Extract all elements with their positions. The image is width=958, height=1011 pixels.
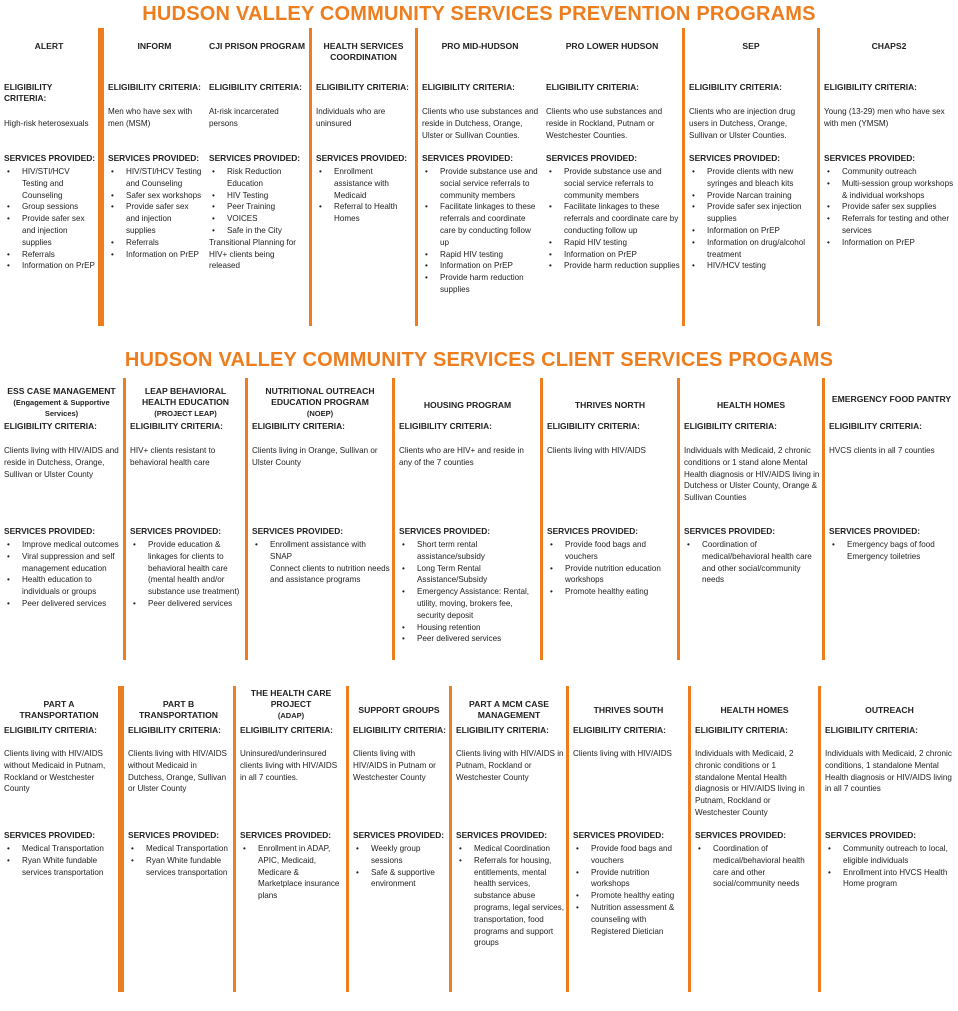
service-item: • Facilitate linkages to these referrals and coordinate care by conducting follow up bbox=[422, 201, 540, 248]
eligibility-text: Clients who are HIV+ and reside in any of the 7 counties bbox=[399, 446, 524, 467]
service-item: • Provide food bags and vouchers bbox=[573, 843, 686, 867]
program-column-inform bbox=[101, 28, 205, 326]
eligibility-text: Clients living with HIV/AIDS without Medicaid in Dutchess, Orange, Sullivan or Ulster County bbox=[128, 749, 227, 794]
service-item: • Provide clients with new syringes and bleach kits bbox=[689, 166, 815, 190]
eligibility-label: ELIGIBILITY CRITERIA: bbox=[456, 725, 549, 735]
program-column-the-health-care-project bbox=[233, 686, 346, 992]
services-list bbox=[4, 166, 96, 272]
service-item: • Improve medical outcomes bbox=[4, 539, 121, 551]
services-label: SERVICES PROVIDED: bbox=[252, 526, 344, 536]
services-list bbox=[316, 166, 413, 225]
eligibility-text: Uninsured/underinsured clients living with HIV/AIDS in all 7 counties. bbox=[240, 749, 338, 782]
service-item: • Referrals bbox=[108, 237, 203, 249]
service-item: • Emergency Assistance: Rental, utility, moving, brokers fee, security deposit bbox=[399, 586, 538, 621]
service-item: • Information on PrEP bbox=[422, 260, 540, 272]
eligibility-label: ELIGIBILITY CRITERIA: bbox=[824, 82, 917, 92]
service-item: • Nutrition assessment & counseling with Registered Dietician bbox=[573, 902, 686, 937]
services-label: SERVICES PROVIDED: bbox=[546, 153, 638, 163]
program-name bbox=[680, 400, 822, 411]
program-name bbox=[820, 41, 958, 52]
service-item: • Enrollment into HVCS Health Home program bbox=[825, 867, 956, 891]
eligibility-label: ELIGIBILITY CRITERIA: bbox=[4, 421, 97, 431]
program-name bbox=[685, 41, 817, 52]
services-label: SERVICES PROVIDED: bbox=[695, 830, 787, 840]
eligibility-label-line: CRITERIA: bbox=[4, 93, 47, 103]
service-item: • Enrollment assistance with SNAP bbox=[252, 539, 390, 563]
services-label: SERVICES PROVIDED: bbox=[4, 153, 96, 163]
services-label: SERVICES PROVIDED: bbox=[824, 153, 916, 163]
program-name bbox=[569, 705, 688, 716]
services-label: SERVICES PROVIDED: bbox=[573, 830, 665, 840]
service-item: • Information on PrEP bbox=[4, 260, 96, 272]
service-item: • Safe in the City bbox=[209, 225, 307, 237]
program-name-text: LEAP BEHAVIORAL HEALTH EDUCATION bbox=[141, 386, 230, 407]
eligibility-label: ELIGIBILITY CRITERIA: bbox=[130, 421, 223, 431]
eligibility-text: Clients living with HIV/AIDS bbox=[573, 749, 672, 758]
service-item: • Promote healthy eating bbox=[573, 890, 686, 902]
program-name-text: ESS CASE MANAGEMENT bbox=[7, 386, 116, 396]
eligibility-label-line: ELIGIBILITY bbox=[4, 82, 53, 92]
service-item: • Safe & supportive environment bbox=[353, 867, 447, 891]
program-name bbox=[0, 41, 98, 52]
program-name-text: PART B TRANSPORTATION bbox=[139, 699, 218, 720]
services-list bbox=[252, 539, 390, 586]
service-item: • Viral suppression and self management education bbox=[4, 551, 121, 575]
services-list bbox=[825, 843, 956, 890]
services-label: SERVICES PROVIDED: bbox=[829, 526, 921, 536]
eligibility-label: ELIGIBILITY CRITERIA: bbox=[316, 82, 409, 92]
program-name-text: PART A TRANSPORTATION bbox=[19, 699, 99, 720]
program-name bbox=[395, 400, 540, 411]
services-label: SERVICES PROVIDED: bbox=[422, 153, 514, 163]
eligibility-text: High-risk heterosexuals bbox=[4, 119, 89, 128]
program-name bbox=[418, 41, 542, 52]
services-list bbox=[684, 539, 820, 586]
service-item: • Information on PrEP bbox=[824, 237, 956, 249]
service-item: • Promote healthy eating bbox=[547, 586, 675, 598]
service-item: • Information on drug/alcohol treatment bbox=[689, 237, 815, 261]
eligibility-label: ELIGIBILITY CRITERIA: bbox=[108, 82, 201, 92]
services-label: SERVICES PROVIDED: bbox=[130, 526, 222, 536]
program-column-nutritional-outreach-education-program bbox=[245, 378, 392, 660]
service-item: • Provide education & linkages for clients to behavioral health care (mental health and/or substance use treatment) bbox=[130, 539, 243, 598]
program-column-part-b-transportation bbox=[121, 686, 233, 992]
program-subtitle: (ADAP) bbox=[277, 711, 305, 720]
service-item: • HIV Testing bbox=[209, 190, 307, 202]
program-name-text: PRO MID-HUDSON bbox=[441, 41, 519, 51]
eligibility-label: ELIGIBILITY CRITERIA: bbox=[252, 421, 345, 431]
services-label: SERVICES PROVIDED: bbox=[825, 830, 917, 840]
eligibility-label bbox=[4, 82, 96, 104]
program-name bbox=[104, 41, 205, 52]
service-item: • Emergency bags of food bbox=[829, 539, 956, 551]
services-list bbox=[399, 539, 538, 645]
program-name-text: THRIVES SOUTH bbox=[593, 705, 664, 715]
eligibility-label: ELIGIBILITY CRITERIA: bbox=[825, 725, 918, 735]
program-name-text: THE HEALTH CARE PROJECT bbox=[250, 688, 332, 709]
eligibility-text: Clients who use substances and reside in Dutchess, Orange, Ulster or Sullivan Counties. bbox=[422, 107, 539, 140]
services-list bbox=[547, 539, 675, 598]
service-item: • Referrals for housing, entitlements, mental health services, substance abuse programs, legal services, transportation, food programs and support groups bbox=[456, 855, 564, 949]
service-item: • Housing retention bbox=[399, 622, 538, 634]
program-name bbox=[821, 705, 958, 716]
prevention-title: HUDSON VALLEY COMMUNITY SERVICES PREVENTION PROGRAMS bbox=[142, 3, 816, 25]
service-item: • HIV/STI/HCV Testing and Counseling bbox=[4, 166, 96, 201]
service-item: • Facilitate linkages to these referrals and coordinate care by conducting follow up bbox=[546, 201, 680, 236]
program-column-outreach bbox=[818, 686, 958, 992]
services-label: SERVICES PROVIDED: bbox=[399, 526, 491, 536]
eligibility-text: Individuals with Medicaid, 2 chronic conditions, 1 standalone Mental Health diagnosis or HIV/AIDS living in all 7 counties bbox=[825, 749, 952, 794]
program-name bbox=[124, 699, 233, 721]
program-name-text: SUPPORT GROUPS bbox=[358, 705, 440, 715]
program-name bbox=[543, 400, 677, 411]
eligibility-label: ELIGIBILITY CRITERIA: bbox=[684, 421, 777, 431]
eligibility-text: Clients who are injection drug users in Dutchess, Orange, Sullivan or Ulster Counties. bbox=[689, 107, 796, 140]
service-item: • Provide substance use and social service referrals to community members bbox=[422, 166, 540, 201]
program-column-health-homes bbox=[677, 378, 822, 660]
service-item: • Information on PrEP bbox=[689, 225, 815, 237]
service-item: • Safer sex workshops bbox=[108, 190, 203, 202]
service-item: • Provide safer sex injection supplies bbox=[689, 201, 815, 225]
eligibility-text: Clients who use substances and reside in Rockland, Putnam or Westchester Counties. bbox=[546, 107, 663, 140]
eligibility-text: Clients living with HIV/AIDS without Medicaid in Putnam, Rockland or Westchester County bbox=[4, 749, 106, 794]
program-name-text: CHAPS2 bbox=[871, 41, 907, 51]
service-item: • Coordination of medical/behavioral health care and other social/community needs bbox=[695, 843, 816, 890]
service-item: • Information on PrEP bbox=[108, 249, 203, 261]
service-note: Connect clients to nutrition needs and assistance programs bbox=[270, 563, 390, 585]
program-name bbox=[825, 394, 958, 405]
services-list bbox=[422, 166, 540, 296]
program-column-alert bbox=[0, 28, 101, 326]
program-column-leap-behavioral-health-education bbox=[123, 378, 245, 660]
services-list bbox=[209, 166, 307, 272]
service-item: • Community outreach bbox=[824, 166, 956, 178]
service-item: • Short term rental assistance/subsidy bbox=[399, 539, 538, 563]
service-item: • Provide nutrition education workshops bbox=[547, 563, 675, 587]
services-label: SERVICES PROVIDED: bbox=[108, 153, 200, 163]
program-name bbox=[205, 41, 309, 52]
service-item: • Provide safer sex and injection supplies bbox=[4, 213, 96, 248]
service-item: • Ryan White fundable services transportation bbox=[128, 855, 231, 879]
eligibility-label: ELIGIBILITY CRITERIA: bbox=[399, 421, 492, 431]
service-item: • Referrals for testing and other services bbox=[824, 213, 956, 237]
program-name-text: HEALTH HOMES bbox=[720, 705, 789, 715]
services-list bbox=[130, 539, 243, 610]
service-item: • Rapid HIV testing bbox=[546, 237, 680, 249]
services-label: SERVICES PROVIDED: bbox=[547, 526, 639, 536]
client-services-section-row2 bbox=[0, 686, 958, 992]
program-column-part-a-mcm-case-management bbox=[449, 686, 566, 992]
eligibility-text: Individuals with Medicaid, 2 chronic conditions or 1 stand alone Mental Health diagnosis or HIV/AIDS living in Dutchess or Ulster County, Orange & Sullivan Counties bbox=[684, 446, 820, 503]
program-name-text: HEALTH SERVICES COORDINATION bbox=[323, 41, 404, 62]
service-item: • VOICES bbox=[209, 213, 307, 225]
service-item: • HIV/STI/HCV Testing and Counseling bbox=[108, 166, 203, 190]
eligibility-label: ELIGIBILITY CRITERIA: bbox=[240, 725, 333, 735]
eligibility-text: Individuals who are uninsured bbox=[316, 107, 386, 128]
services-label: SERVICES PROVIDED: bbox=[4, 830, 96, 840]
service-item: • Long Term Rental Assistance/Subsidy bbox=[399, 563, 538, 587]
eligibility-label: ELIGIBILITY CRITERIA: bbox=[573, 725, 666, 735]
services-label: SERVICES PROVIDED: bbox=[689, 153, 781, 163]
program-name-text: CJI PRISON PROGRAM bbox=[209, 41, 305, 51]
service-item: • Peer Training bbox=[209, 201, 307, 213]
program-column-ess-case-management bbox=[0, 378, 123, 660]
program-column-pro-mid-hudson bbox=[415, 28, 542, 326]
program-name-text: SEP bbox=[742, 41, 760, 51]
services-list bbox=[456, 843, 564, 949]
program-subtitle: (Engagement & Supportive Services) bbox=[13, 398, 110, 418]
service-item: • Peer delivered services bbox=[4, 598, 121, 610]
eligibility-label: ELIGIBILITY CRITERIA: bbox=[353, 725, 446, 735]
service-item: • Medical Transportation bbox=[4, 843, 116, 855]
program-name bbox=[236, 688, 346, 721]
program-name bbox=[349, 705, 449, 716]
program-column-emergency-food-pantry bbox=[822, 378, 958, 660]
program-column-thrives-north bbox=[540, 378, 677, 660]
program-name bbox=[126, 386, 245, 419]
eligibility-text: HIV+ clients resistant to behavioral health care bbox=[130, 446, 216, 467]
program-column-health-services-coordination bbox=[309, 28, 415, 326]
program-subtitle: (NOEP) bbox=[306, 409, 334, 418]
eligibility-text: Clients living in Orange, Sullivan or Ulster County bbox=[252, 446, 378, 467]
eligibility-text: Individuals with Medicaid, 2 chronic conditions or 1 standalone Mental Health diagnosis or HIV/AIDS living in Putnam, Rockland or Westchester County bbox=[695, 749, 805, 817]
services-label: SERVICES PROVIDED: bbox=[209, 153, 301, 163]
service-note: Emergency toiletries bbox=[847, 551, 921, 561]
service-item: • Provide Narcan training bbox=[689, 190, 815, 202]
eligibility-label: ELIGIBILITY CRITERIA: bbox=[128, 725, 221, 735]
service-item: • Rapid HIV testing bbox=[422, 249, 540, 261]
service-item: • Provide safer sex and injection supplies bbox=[108, 201, 203, 236]
services-label: SERVICES PROVIDED: bbox=[4, 526, 96, 536]
program-name-text: INFORM bbox=[137, 41, 172, 51]
program-name bbox=[0, 699, 118, 721]
eligibility-text: Clients living with HIV/AIDS in Putnam, Rockland or Westchester County bbox=[456, 749, 564, 782]
eligibility-label: ELIGIBILITY CRITERIA: bbox=[689, 82, 782, 92]
services-list bbox=[240, 843, 344, 902]
program-column-health-homes bbox=[688, 686, 818, 992]
prevention-programs-section bbox=[0, 28, 958, 326]
service-item: • Peer delivered services bbox=[130, 598, 243, 610]
service-item: • Referrals bbox=[4, 249, 96, 261]
program-column-chaps2 bbox=[817, 28, 958, 326]
services-list bbox=[689, 166, 815, 272]
eligibility-text: Men who have sex with men (MSM) bbox=[108, 107, 193, 128]
service-item: • Risk Reduction Education bbox=[209, 166, 307, 190]
service-item: • Community outreach to local, eligible individuals bbox=[825, 843, 956, 867]
service-item: • Provide food bags and vouchers bbox=[547, 539, 675, 563]
eligibility-label: ELIGIBILITY CRITERIA: bbox=[209, 82, 302, 92]
service-item: • Referral to Health Homes bbox=[316, 201, 413, 225]
service-item: • Enrollment in ADAP, APIC, Medicaid, Medicare & Marketplace insurance plans bbox=[240, 843, 344, 902]
program-name bbox=[452, 699, 566, 721]
services-label: SERVICES PROVIDED: bbox=[684, 526, 776, 536]
services-label: SERVICES PROVIDED: bbox=[316, 153, 408, 163]
services-list bbox=[695, 843, 816, 890]
program-subtitle: (PROJECT LEAP) bbox=[154, 409, 217, 418]
eligibility-text: Clients living with HIV/AIDS bbox=[547, 446, 646, 455]
eligibility-text: Clients living with HIV/AIDS and reside in Dutchess, Orange, Sullivan or Ulster County bbox=[4, 446, 119, 479]
eligibility-label: ELIGIBILITY CRITERIA: bbox=[695, 725, 788, 735]
service-item: • Provide nutrition workshops bbox=[573, 867, 686, 891]
services-list bbox=[573, 843, 686, 937]
eligibility-label: ELIGIBILITY CRITERIA: bbox=[4, 725, 97, 735]
services-list bbox=[128, 843, 231, 878]
program-name bbox=[0, 386, 123, 419]
program-name bbox=[312, 41, 415, 63]
services-list bbox=[546, 166, 680, 272]
eligibility-text: HVCS clients in all 7 counties bbox=[829, 446, 935, 455]
client-services-section-row1 bbox=[0, 378, 958, 660]
services-label: SERVICES PROVIDED: bbox=[240, 830, 332, 840]
service-item: • Provide safer sex supplies bbox=[824, 201, 956, 213]
program-column-pro-lower-hudson bbox=[542, 28, 682, 326]
service-item: • Medical Coordination bbox=[456, 843, 564, 855]
eligibility-label: ELIGIBILITY CRITERIA: bbox=[829, 421, 922, 431]
service-note: Transitional Planning for HIV+ clients being released bbox=[209, 237, 296, 271]
service-item: • Coordination of medical/behavioral health care and other social/community needs bbox=[684, 539, 820, 586]
eligibility-label: ELIGIBILITY CRITERIA: bbox=[547, 421, 640, 431]
service-item: • Peer delivered services bbox=[399, 633, 538, 645]
service-item: • Health education to individuals or groups bbox=[4, 574, 121, 598]
eligibility-label: ELIGIBILITY CRITERIA: bbox=[546, 82, 639, 92]
program-name bbox=[691, 705, 818, 716]
program-name bbox=[248, 386, 392, 419]
program-name-text: EMERGENCY FOOD PANTRY bbox=[831, 394, 952, 404]
service-item: • Medical Transportation bbox=[128, 843, 231, 855]
services-list bbox=[824, 166, 956, 249]
program-column-support-groups bbox=[346, 686, 449, 992]
program-column-thrives-south bbox=[566, 686, 688, 992]
service-item: • Weekly group sessions bbox=[353, 843, 447, 867]
program-name-text: HOUSING PROGRAM bbox=[423, 400, 512, 410]
program-name-text: PRO LOWER HUDSON bbox=[565, 41, 659, 51]
eligibility-text: Clients living with HIV/AIDS in Putnam or Westchester County bbox=[353, 749, 436, 782]
services-list bbox=[353, 843, 447, 890]
services-label: SERVICES PROVIDED: bbox=[128, 830, 220, 840]
service-item: • Enrollment assistance with Medicaid bbox=[316, 166, 413, 201]
service-item: • Provide substance use and social service referrals to community members bbox=[546, 166, 680, 201]
program-column-housing-program bbox=[392, 378, 540, 660]
services-list bbox=[4, 843, 116, 878]
services-label: SERVICES PROVIDED: bbox=[353, 830, 445, 840]
service-item: • Ryan White fundable services transportation bbox=[4, 855, 116, 879]
service-item: • Group sessions bbox=[4, 201, 96, 213]
program-name-text: ALERT bbox=[34, 41, 64, 51]
program-name-text: HEALTH HOMES bbox=[716, 400, 786, 410]
program-name-text: OUTREACH bbox=[865, 705, 914, 715]
services-list bbox=[4, 539, 121, 610]
client-services-title: HUDSON VALLEY COMMUNITY SERVICES CLIENT SERVICES PROGAMS bbox=[124, 349, 834, 371]
program-column-cji-prison-program bbox=[205, 28, 309, 326]
eligibility-text: Young (13-29) men who have sex with men (YMSM) bbox=[824, 107, 945, 128]
eligibility-label: ELIGIBILITY CRITERIA: bbox=[422, 82, 515, 92]
service-item: • HIV/HCV testing bbox=[689, 260, 815, 272]
service-item: • Information on PrEP bbox=[546, 249, 680, 261]
program-name-text: NUTRITIONAL OUTREACH EDUCATION PROGRAM bbox=[265, 386, 375, 407]
services-label: SERVICES PROVIDED: bbox=[456, 830, 548, 840]
services-list bbox=[829, 539, 956, 563]
program-name-text: PART A MCM CASE MANAGEMENT bbox=[469, 699, 549, 720]
service-item: • Multi-session group workshops & individual workshops bbox=[824, 178, 956, 202]
services-list bbox=[108, 166, 203, 260]
program-column-sep bbox=[682, 28, 817, 326]
program-name-text: THRIVES NORTH bbox=[574, 400, 646, 410]
program-name bbox=[542, 41, 682, 52]
service-item: • Provide harm reduction supplies bbox=[422, 272, 540, 296]
eligibility-text: At-risk incarcerated persons bbox=[209, 107, 279, 128]
program-column-part-a-transportation bbox=[0, 686, 121, 992]
service-item: • Provide harm reduction supplies bbox=[546, 260, 680, 272]
